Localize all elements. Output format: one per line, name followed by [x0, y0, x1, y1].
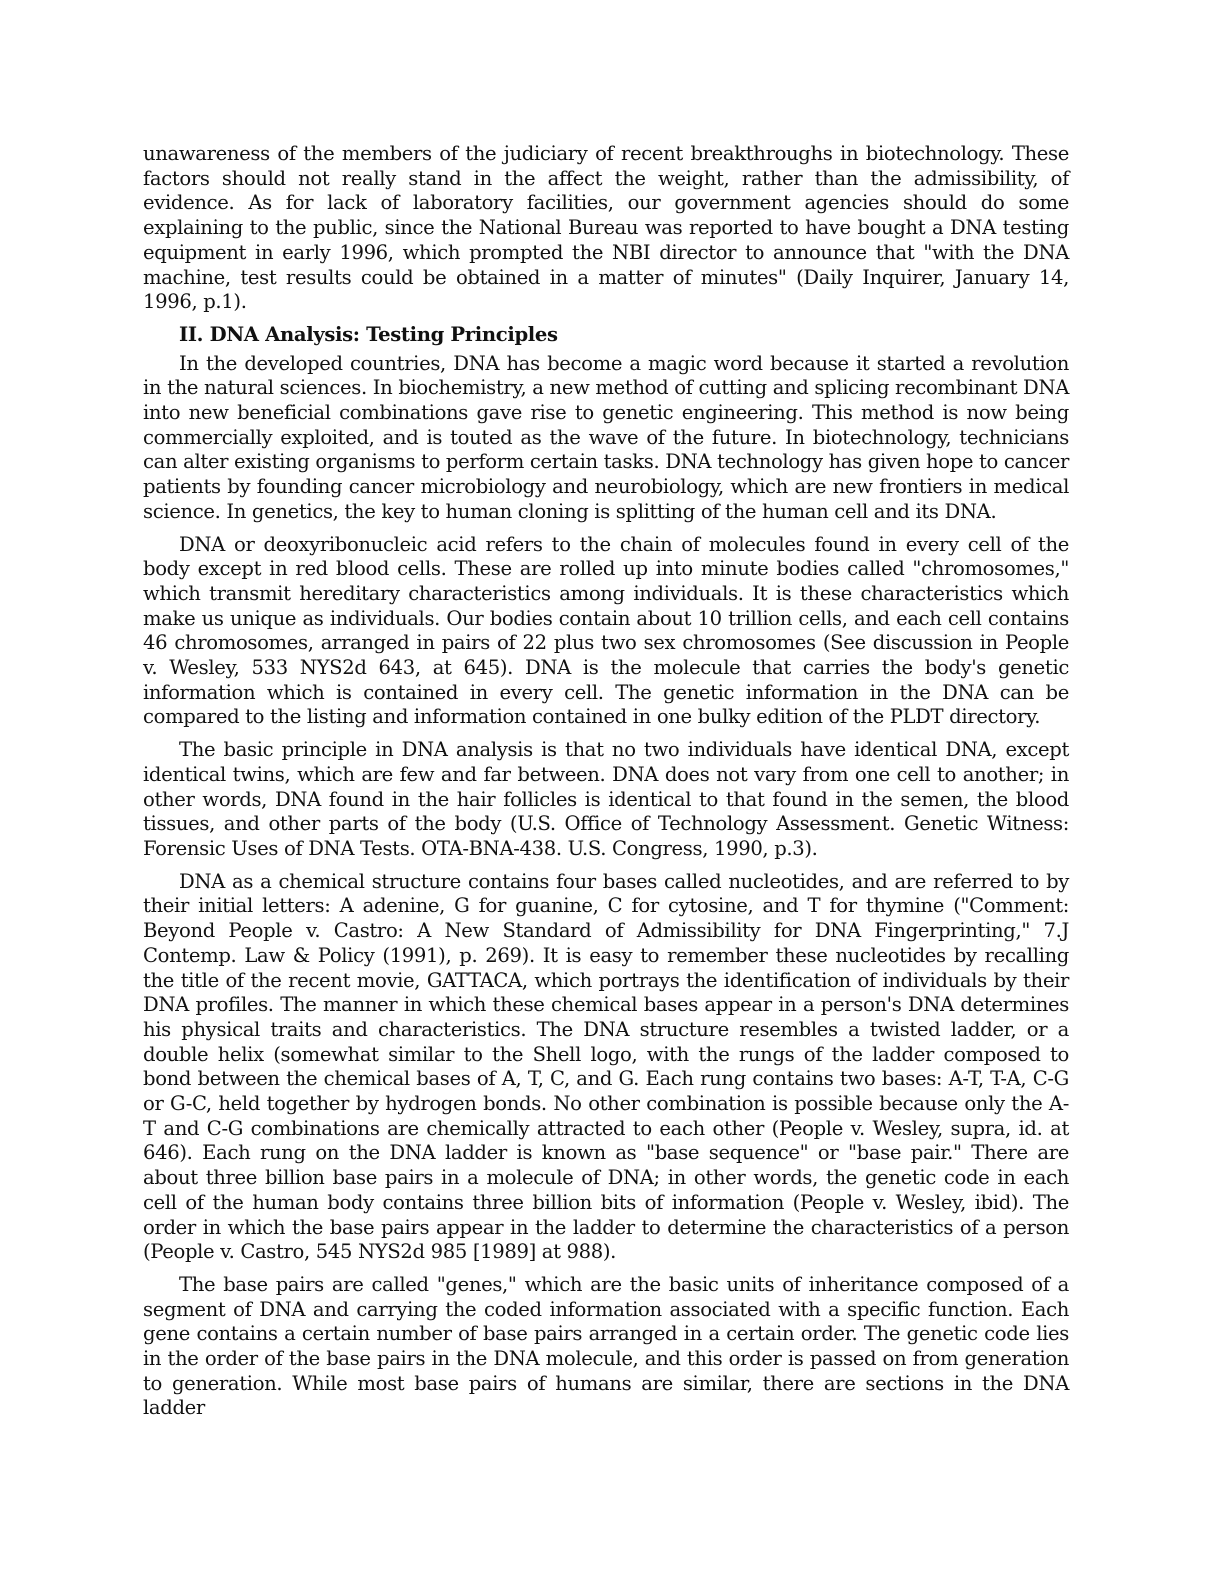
document-page — [143, 142, 1069, 1429]
paragraph-base-pairs-genes: The base pairs are called "genes," which are the basic units of inheritance composed of a segment of DNA and carrying the coded information associated with a specific function. Each gene contains a certain number of base pairs arranged in a certain order. The genetic code lies in the order of the base pairs in the DNA molecule, and this order is passed on from generation to generation. While most base pairs of humans are similar, there are sections in the DNA ladder — [143, 1272, 1069, 1420]
section-heading: II. DNA Analysis: Testing Principles — [179, 322, 558, 346]
paragraph-continued: unawareness of the members of the judiciary of recent breakthroughs in biotechnology. These factors should not really stand in the affect the weight, rather than the admissibility, of evidence. As for lack of laboratory facilities, our government agencies should do some explaining to the public, since the National Bureau was reported to have bought a DNA testing equipment in early 1996, which prompted the NBI director to announce that "with the DNA machine, test results could be obtained in a matter of minutes" (Daily Inquirer, January 14, 1996, p.1). — [143, 142, 1069, 314]
paragraph-dna-revolution: In the developed countries, DNA has become a magic word because it started a revolution in the natural sciences. In biochemistry, a new method of cutting and splicing recombinant DNA into new beneficial combinations gave rise to genetic engineering. This method is now being commercially exploited, and is touted as the wave of the future. In biotechnology, technicians can alter existing organisms to perform certain tasks. DNA technology has given hope to cancer patients by founding cancer microbiology and neurobiology, which are new frontiers in medical science. In genetics, the key to human cloning is splitting of the human cell and its DNA. — [143, 351, 1069, 523]
paragraph-chemical-structure: DNA as a chemical structure contains four bases called nucleotides, and are referred to by their initial letters: A adenine, G for guanine, C for cytosine, and T for thymine ("Comment: Beyond People v. Castro: A New Standard of Admissibility for DNA Fingerprinting," 7.J Contemp. Law & Policy (1991), p. 269). It is easy to remember these nucleotides by recalling the title of the recent movie, GATTACA, which portrays the identification of individuals by their DNA profiles. The manner in which these chemical bases appear in a person's DNA determines his physical traits and characteristics. The DNA structure resembles a twisted ladder, or a double helix (somewhat similar to the Shell logo, with the rungs of the ladder composed to bond between the chemical bases of A, T, C, and G. Each rung contains two bases: A-T, T-A, C-G or G-C, held together by hydrogen bonds. No other combination is possible because only the A-T and C-G combinations are chemically attracted to each other (People v. Wesley, supra, id. at 646). Each rung on the DNA ladder is known as "base sequence" or "base pair." There are about three billion base pairs in a molecule of DNA; in other words, the genetic code in each cell of the human body contains three billion bits of information (People v. Wesley, ibid). The order in which the base pairs appear in the ladder to determine the characteristics of a person (People v. Castro, 545 NYS2d 985 [1989] at 988). — [143, 869, 1069, 1264]
paragraph-basic-principle: The basic principle in DNA analysis is that no two individuals have identical DNA, except identical twins, which are few and far between. DNA does not vary from one cell to another; in other words, DNA found in the hair follicles is identical to that found in the semen, the blood tissues, and other parts of the body (U.S. Office of Technology Assessment. Genetic Witness: Forensic Uses of DNA Tests. OTA-BNA-438. U.S. Congress, 1990, p.3). — [143, 738, 1069, 860]
paragraph-dna-definition: DNA or deoxyribonucleic acid refers to the chain of molecules found in every cell of the body except in red blood cells. These are rolled up into minute bodies called "chromosomes," which transmit hereditary characteristics among individuals. It is these characteristics which make us unique as individuals. Our bodies contain about 10 trillion cells, and each cell contains 46 chromosomes, arranged in pairs of 22 plus two sex chromosomes (See discussion in People v. Wesley, 533 NYS2d 643, at 645). DNA is the molecule that carries the body's genetic information which is contained in every cell. The genetic information in the DNA can be compared to the listing and information contained in one bulky edition of the PLDT directory. — [143, 532, 1069, 729]
